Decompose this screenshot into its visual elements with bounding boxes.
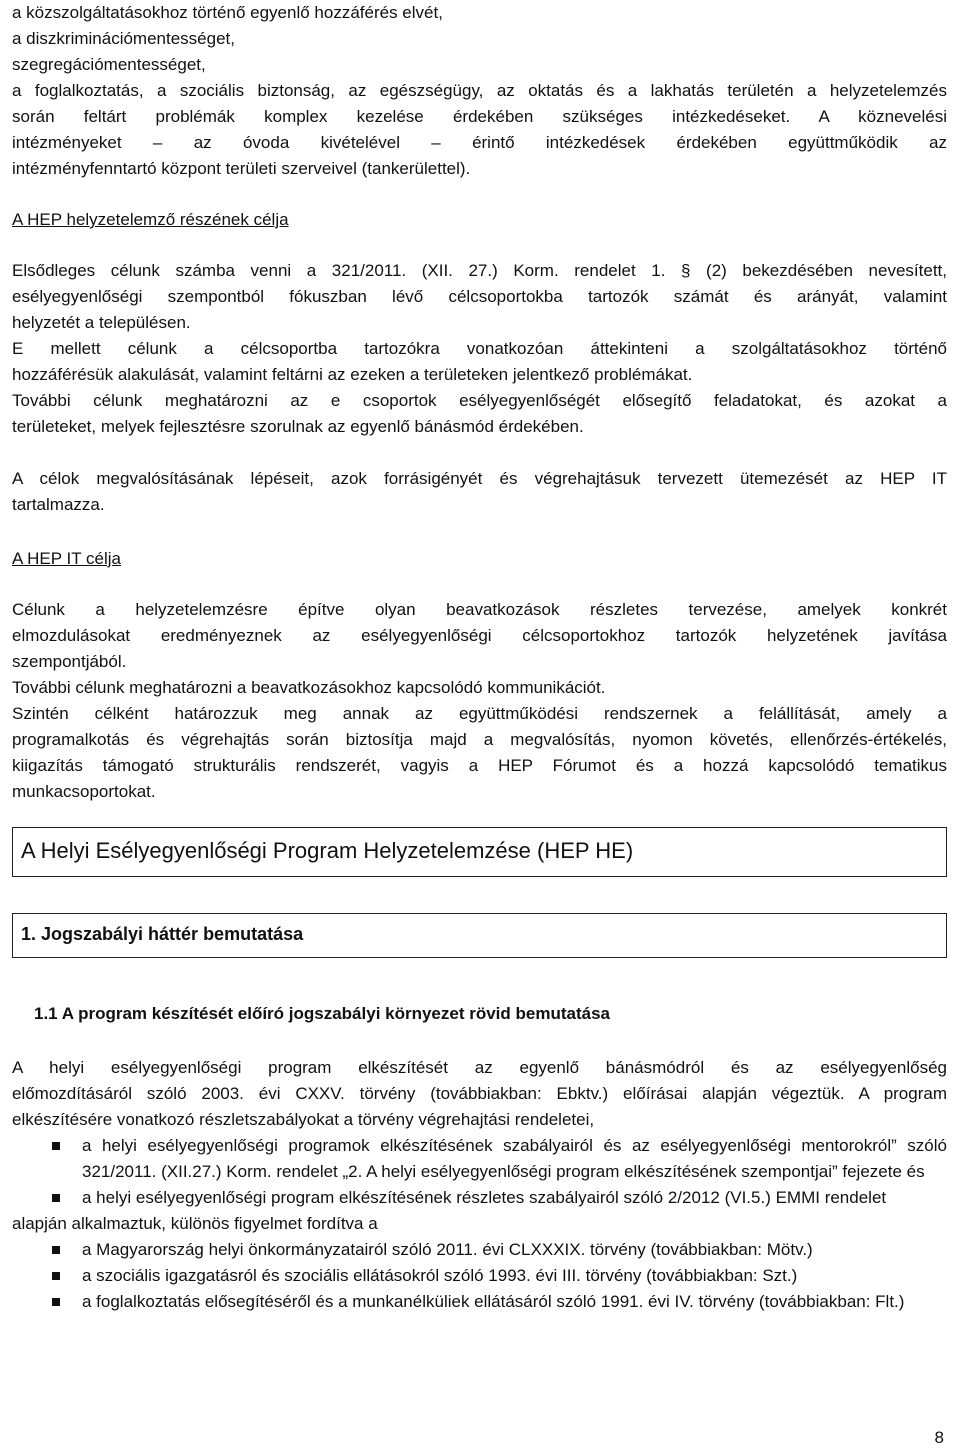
text-line: Célunk a helyzetelemzésre építve olyan beavatkozások részletes tervezése, amelyek konkrét — [12, 600, 947, 619]
text-line: programalkotás és végrehajtás során biztosítja majd a megvalósítás, nyomon követés, ellenőrzés-értékelés, — [12, 730, 947, 749]
law-list — [12, 1237, 947, 1315]
text-line: Elsődleges célunk számba venni a 321/2011. (XII. 27.) Korm. rendelet 1. § (2) bekezdésében nevesített, — [12, 261, 947, 280]
text-line: intézményfenntartó központ területi szerveivel (tankerülettel). — [12, 159, 471, 178]
text-line: során feltárt problémák komplex kezelése érdekében szükséges intézkedéseket. A köznevelési — [12, 107, 947, 126]
subsection-heading: 1.1 A program készítését előíró jogszabályi környezet rövid bemutatása — [34, 1004, 610, 1023]
text-line: E mellett célunk a célcsoportba tartozókra vonatkozóan áttekinteni a szolgáltatásokhoz történő — [12, 339, 947, 358]
bullet-square-icon — [52, 1194, 60, 1202]
goals-paragraph — [12, 466, 947, 518]
list-item — [12, 1263, 947, 1289]
text-line: szempontjából. — [12, 652, 127, 671]
text-line: További célunk meghatározni az e csoportok esélyegyenlőségét elősegítő feladatokat, és azokat a — [12, 391, 947, 410]
list-item — [12, 1237, 947, 1263]
page-number: 8 — [934, 1428, 944, 1447]
list-item-text: a foglalkoztatás elősegítéséről és a munkanélküliek ellátásáról szóló 1991. évi IV. törvény (továbbiakban: Flt.) — [82, 1292, 905, 1311]
text-line: hozzáférésük alakulását, valamint feltárni az ezeken a területeken jelentkező problémákat. — [12, 365, 693, 384]
principles-list — [12, 0, 947, 182]
list-item-text: a Magyarország helyi önkormányzatairól szóló 2011. évi CLXXXIX. törvény (továbbiakban: Mötv.) — [82, 1240, 813, 1259]
text-line: a foglalkoztatás, a szociális biztonság, az egészségügy, az oktatás és a lakhatás területén a helyzetelemzés — [12, 81, 947, 100]
text-line: tartalmazza. — [12, 495, 105, 514]
text-line: alapján alkalmaztuk, különös figyelmet fordítva a — [12, 1214, 378, 1233]
text-line: Szintén célként határozzuk meg annak az együttműködési rendszernek a felállítását, amely a — [12, 704, 947, 723]
hep-it-body — [12, 597, 947, 805]
legal-background-body — [12, 1055, 947, 1315]
text-line: A helyi esélyegyenlőségi program elkészítését az egyenlő bánásmódról és az esélyegyenlőség — [12, 1058, 947, 1077]
text-line: elkészítésére vonatkozó részletszabályokat a törvény végrehajtási rendeletei, — [12, 1110, 595, 1129]
text-line: területeket, melyek fejlesztésre szorulnak az egyenlő bánásmód érdekében. — [12, 417, 584, 436]
list-item — [12, 1185, 947, 1211]
bullet-square-icon — [52, 1298, 60, 1306]
text-line: kiigazítás támogató strukturális rendszerét, vagyis a HEP Fórumot és a hozzá kapcsolódó tematikus — [12, 756, 947, 775]
text-line: a közszolgáltatásokhoz történő egyenlő hozzáférés elvét, — [12, 3, 443, 22]
bullet-square-icon — [52, 1246, 60, 1254]
text-line: a diszkriminációmentességet, — [12, 29, 235, 48]
program-title-box: A Helyi Esélyegyenlőségi Program Helyzetelemzése (HEP HE) — [12, 827, 947, 877]
bullet-square-icon — [52, 1272, 60, 1280]
section-heading-box: 1. Jogszabályi háttér bemutatása — [12, 913, 947, 958]
text-line: elmozdulásokat eredményeznek az esélyegyenlőségi célcsoportokhoz tartozók helyzetének javítása — [12, 626, 947, 645]
text-line: munkacsoportokat. — [12, 782, 156, 801]
bullet-square-icon — [52, 1142, 60, 1150]
list-item-text: a szociális igazgatásról és szociális ellátásokról szóló 1993. évi III. törvény (továbbiakban: Szt.) — [82, 1266, 798, 1285]
text-line: helyzetét a településen. — [12, 313, 191, 332]
hep-analysis-body — [12, 258, 947, 440]
text-line: A célok megvalósításának lépéseit, azok forrásigényét és végrehajtásuk tervezett ütemezését az HEP IT — [12, 469, 947, 488]
list-item-text: a helyi esélyegyenlőségi program elkészítésének részletes szabályairól szóló 2/2012 (VI.5.) EMMI rendelet — [82, 1188, 887, 1207]
regulation-list — [12, 1133, 947, 1211]
list-item-text: a helyi esélyegyenlőségi programok elkészítésének szabályairól és az esélyegyenlőségi mentorokról” szóló 321/2011. (XII.27.) Korm. rendelet „2. A helyi esélyegyenlőségi program elkészítésének szempontjai” fejezete és — [82, 1136, 947, 1181]
heading-hep-it: A HEP IT célja — [12, 549, 121, 568]
text-line: További célunk meghatározni a beavatkozásokhoz kapcsolódó kommunikációt. — [12, 678, 606, 697]
text-line: szegregációmentességet, — [12, 55, 206, 74]
list-item — [12, 1289, 947, 1315]
text-line: esélyegyenlőségi szempontból fókuszban lévő célcsoportokba tartozók számát és arányát, valamint — [12, 287, 947, 306]
text-line: intézményeket – az óvoda kivételével – érintő intézkedések érdekében együttműködik az — [12, 133, 947, 152]
list-item — [12, 1133, 947, 1185]
text-line: előmozdításáról szóló 2003. évi CXXV. törvény (továbbiakban: Ebktv.) előírásai alapján végeztük. A program — [12, 1084, 947, 1103]
heading-hep-analysis: A HEP helyzetelemző részének célja — [12, 210, 289, 229]
